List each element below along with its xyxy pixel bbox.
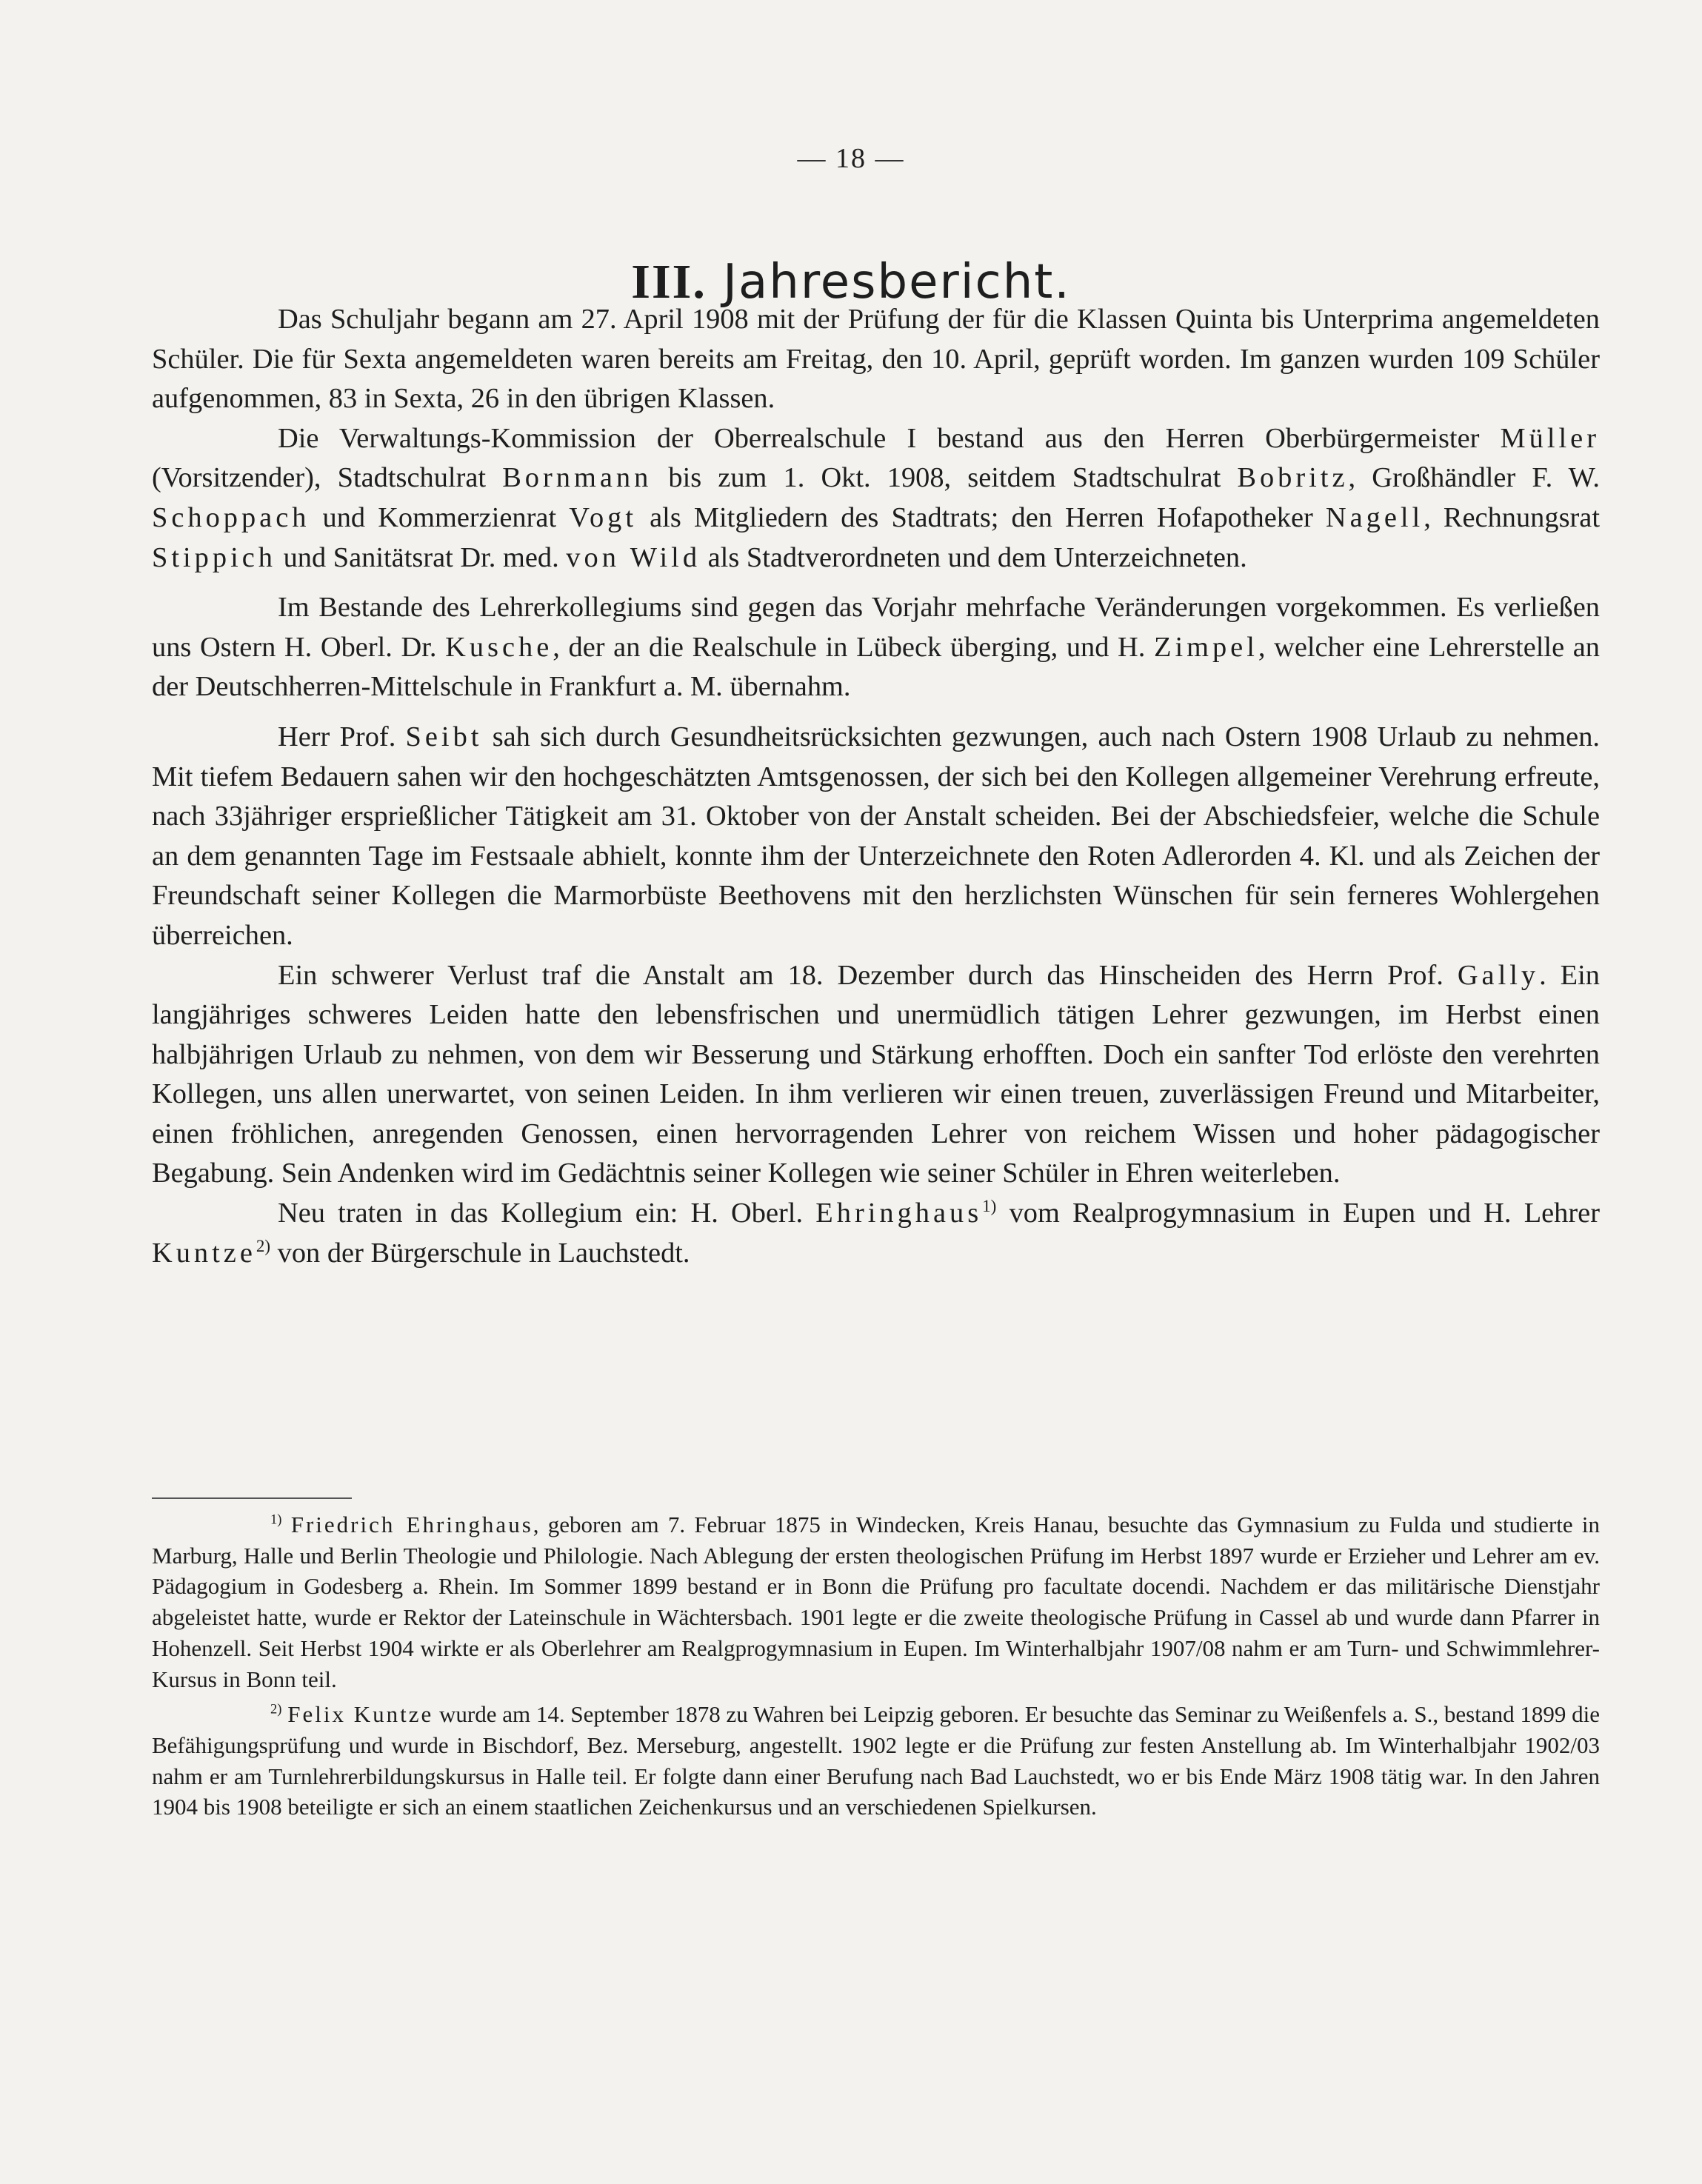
person-name: Gally <box>1457 959 1540 991</box>
person-name: Seibt <box>405 721 483 752</box>
person-name: Kusche <box>445 631 553 663</box>
text-span: von der Bürgerschule in Lauchstedt. <box>270 1237 690 1269</box>
text-span: Die Verwaltungs-Kommission der Oberrealschule I bestand aus den Herren Oberbürgermeister <box>278 422 1501 454</box>
person-name: Ehringhaus <box>815 1198 983 1229</box>
page-number: — 18 — <box>797 143 905 174</box>
person-name: Müller <box>1500 422 1600 454</box>
footnote-person-name: Friedrich Ehringhaus <box>290 1512 533 1537</box>
text-span: und Kommerzienrat <box>310 501 570 533</box>
paragraph-gally <box>152 956 1600 1195</box>
text-span: bis zum 1. Okt. 1908, seitdem Stadtschulrat <box>652 462 1238 494</box>
text-span: , welcher eine Lehrerstelle an der Deutschherren-Mittelschule in Frankfurt a. M. übernahm. <box>152 631 1600 703</box>
text-span: , Rechnungsrat <box>1424 501 1600 533</box>
footnote-person-name: Felix Kuntze <box>287 1701 434 1728</box>
footnote-ref: 1) <box>982 1196 997 1216</box>
footnote-mark: 2) <box>270 1701 282 1717</box>
person-name: Bobritz <box>1237 462 1349 494</box>
person-name: Bornmann <box>502 462 653 494</box>
footnotes <box>152 1509 1600 1823</box>
paragraph-seibt <box>152 718 1600 956</box>
text-span: als Mitgliedern des Stadtrats; den Herren Hofapotheker <box>637 501 1326 533</box>
text-span: . Ein langjähriges schweres Leiden hatte den lebensfrischen und unermüdlich tätigen Lehrer gezwungen, im Herbst einen halbjährigen Urlaub zu nehmen, von dem wir Besserung und Stärkung erhofften. Doch ein sanfter Tod erlöste den verehrten Kollegen, uns allen unerwartet, von seinen Leiden. In ihm verlieren wir einen treuen, zuverlässigen Freund und Mitarbeiter, einen fröhlichen, anregenden Genossen, einen hervorragenden Lehrer von reichem Wissen und hoher pädagogischer Begabung. Sein Andenken wird im Gedächtnis seiner Kollegen wie seiner Schüler in Ehren weiterleben. <box>152 959 1600 1189</box>
person-name: Kuntze <box>152 1237 256 1269</box>
footnote-text: , geboren am 7. Februar 1875 in Windecken, Kreis Hanau, besuchte das Gymnasium zu Fulda und studierte in Marburg, Halle und Berlin Theologie und Philologie. Nach Ablegung der ersten theologischen Prüfung im Herbst 1897 wurde er Erzieher und Lehrer am ev. Pädagogium in Godesberg a. Rhein. Im Sommer 1899 bestand er in Bonn die Prüfung pro facultate docendi. Nachdem er das militärische Dienstjahr abgeleistet hatte, wurde er Rektor der Lateinschule in Wächtersbach. 1901 legte er die zweite theologische Prüfung in Cassel ab und wurde dann Pfarrer in Hohenzell. Seit Herbst 1904 wirkte er als Oberlehrer am Realgprogymnasium in Eupen. Im Winterhalbjahr 1907/08 nahm er am Turn- und Schwimmlehrer-Kursus in Bonn teil. <box>152 1512 1601 1692</box>
report-body <box>152 300 1600 1273</box>
text-span: sah sich durch Gesundheitsrücksichten gezwungen, auch nach Ostern 1908 Urlaub zu nehmen. Mit tiefem Bedauern sahen wir den hochgeschätzten Amtsgenossen, der sich bei den Kollegen allgemeiner Verehrung erfreute, nach 33jähriger ersprießlicher Tätigkeit am 31. Oktober von der Anstalt scheiden. Bei der Abschiedsfeier, welche die Schule an dem genannten Tage im Festsaale abhielt, konnte ihm der Unterzeichnete den Roten Adlerorden 4. Kl. und als Zeichen der Freundschaft seiner Kollegen die Marmorbüste Beethovens mit den herzlichsten Wünschen für sein ferneres Wohlergehen überreichen. <box>152 721 1600 951</box>
footnote-kuntze <box>152 1699 1600 1823</box>
footnote-mark: 1) <box>270 1512 282 1528</box>
text-span: (Vorsitzender), Stadtschulrat <box>152 462 503 494</box>
footnote-divider <box>152 1497 352 1499</box>
person-name: Stippich <box>152 541 276 573</box>
text-span: Herr Prof. <box>278 721 406 752</box>
text-span: und Sanitätsrat Dr. med. <box>276 541 567 573</box>
person-name: Schoppach <box>152 501 310 533</box>
text-span: , Großhändler F. W. <box>1348 462 1600 494</box>
footnote-text: wurde am 14. September 1878 zu Wahren bei Leipzig geboren. Er besuchte das Seminar zu Weißenfels a. S., bestand 1899 die Befähigungsprüfung und wurde in Bischdorf, Bez. Merseburg, angestellt. 1902 legte er die Prüfung zur festen Anstellung ab. Im Winterhalbjahr 1902/03 nahm er am Turnlehrerbildungskursus in Halle teil. Er folgte dann einer Berufung nach Bad Lauchstedt, wo er bis Ende März 1908 tätig war. In den Jahren 1904 bis 1908 beteiligte er sich an einem staatlichen Zeichenkursus und an verschiedenen Spielkursen. <box>152 1701 1600 1820</box>
text-span: als Stadtverordneten und dem Unterzeichneten. <box>701 541 1247 573</box>
text-span: Neu traten in das Kollegium ein: H. Oberl. <box>278 1198 816 1229</box>
footnote-ref: 2) <box>256 1235 271 1255</box>
paragraph-staff-changes <box>152 588 1600 707</box>
paragraph-new-staff <box>152 1194 1600 1273</box>
text-span: Ein schwerer Verlust traf die Anstalt am 18. Dezember durch das Hinscheiden des Herrn Prof. <box>278 959 1458 991</box>
text-span: vom Realprogymnasium in Eupen und H. Lehrer <box>996 1198 1600 1229</box>
paragraph-commission <box>152 419 1600 578</box>
person-name: von Wild <box>566 541 701 573</box>
text-span: Im Bestande des Lehrerkollegiums sind gegen das Vorjahr mehrfache Veränderungen vorgekommen. Es verließen uns Ostern H. Oberl. Dr. <box>152 592 1600 663</box>
title-roman-numeral: III. <box>631 254 707 309</box>
person-name: Vogt <box>569 501 638 533</box>
title-text: Jahresbericht. <box>723 254 1071 310</box>
paragraph-school-year: Das Schuljahr begann am 27. April 1908 mit der Prüfung der für die Klassen Quinta bis Unterprima angemeldeten Schüler. Die für Sexta angemeldeten waren bereits am Freitag, den 10. April, geprüft worden. Im ganzen wurden 109 Schüler aufgenommen, 83 in Sexta, 26 in den übrigen Klassen. <box>152 304 1600 415</box>
text-span: , der an die Realschule in Lübeck überging, und H. <box>553 631 1154 663</box>
person-name: Nagell <box>1325 501 1424 533</box>
person-name: Zimpel <box>1154 631 1258 663</box>
footnote-ehringhaus <box>152 1509 1600 1694</box>
